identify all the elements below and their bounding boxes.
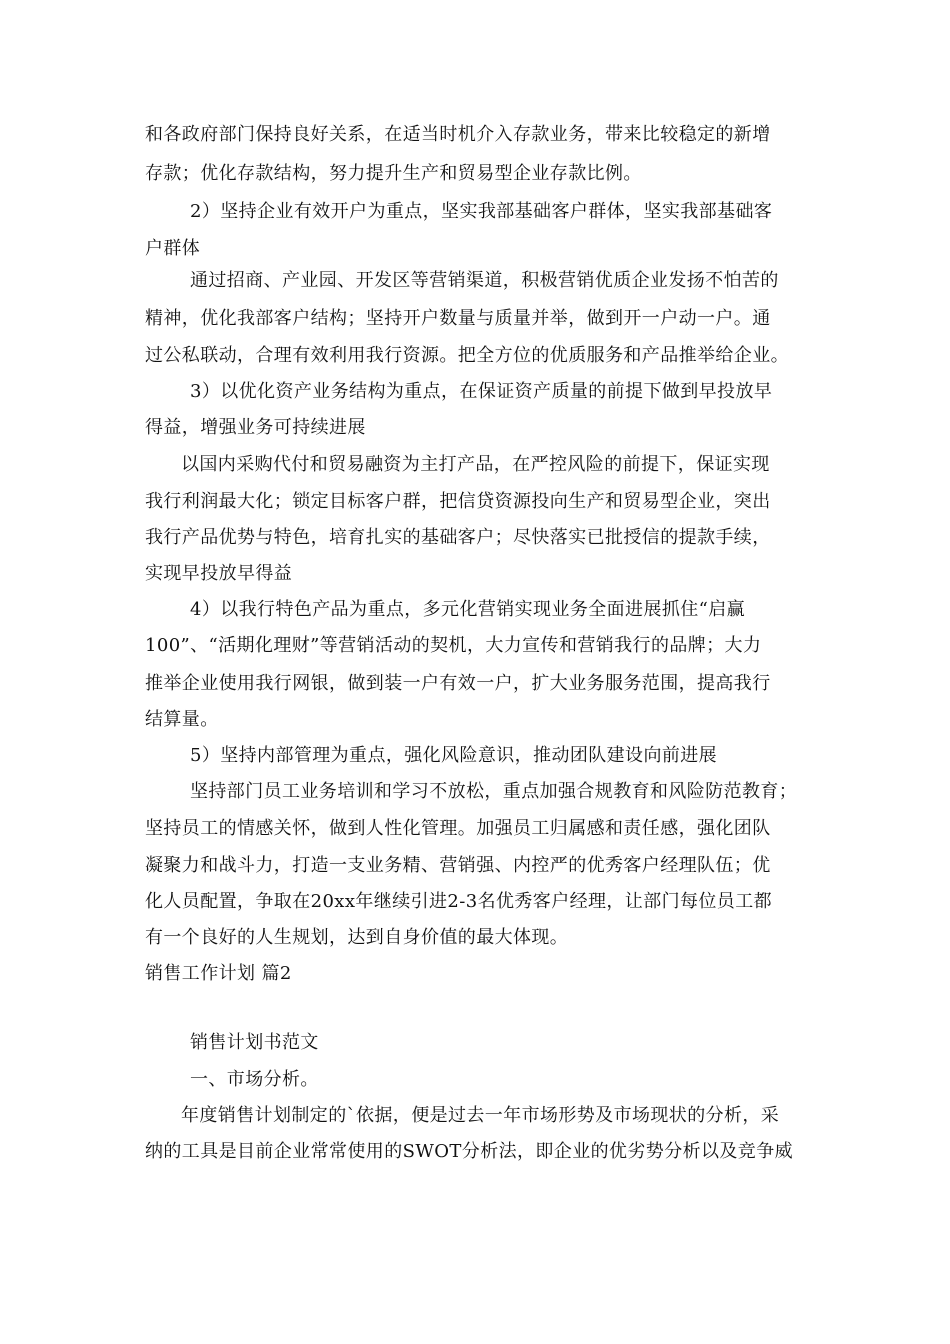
paragraph-line: 坚持部门员工业务培训和学习不放松，重点加强合规教育和风险防范教育； xyxy=(190,781,798,802)
section-title: 销售工作计划 篇2 xyxy=(145,963,292,984)
subsection-heading: 一、市场分析。 xyxy=(190,1069,319,1090)
item-5-heading: 5）坚持内部管理为重点，强化风险意识，推动团队建设向前进展 xyxy=(190,745,718,766)
paragraph-line: 和各政府部门保持良好关系，在适当时机介入存款业务，带来比较稳定的新增 xyxy=(145,124,771,145)
paragraph-line: 有一个良好的人生规划，达到自身价值的最大体现。 xyxy=(145,927,569,948)
paragraph-line: 通过招商、产业园、开发区等营销渠道，积极营销优质企业发扬不怕苦的 xyxy=(190,270,779,291)
paragraph-line: 精神，优化我部客户结构；坚持开户数量与质量并举，做到开一户动一户。通 xyxy=(145,308,771,329)
paragraph-line: 以国内采购代付和贸易融资为主打产品，在严控风险的前提下，保证实现 xyxy=(181,454,770,475)
paragraph-line: 纳的工具是目前企业常常使用的SWOT分析法，即企业的优劣势分析以及竞争威 xyxy=(145,1141,793,1162)
paragraph-line: 户群体 xyxy=(145,238,201,259)
paragraph-line: 年度销售计划制定的`依据，便是过去一年市场形势及市场现状的分析，采 xyxy=(181,1105,780,1126)
paragraph-line: 我行利润最大化；锁定目标客户群，把信贷资源投向生产和贸易型企业，突出 xyxy=(145,491,771,512)
paragraph-line: 坚持员工的情感关怀，做到人性化管理。加强员工归属感和责任感，强化团队 xyxy=(145,818,771,839)
item-3-heading: 3）以优化资产业务结构为重点，在保证资产质量的前提下做到早投放早 xyxy=(190,381,773,402)
paragraph-line: 结算量。 xyxy=(145,709,219,730)
paragraph-line: 我行产品优势与特色，培育扎实的基础客户；尽快落实已批授信的提款手续， xyxy=(145,527,771,548)
paragraph-line: 推举企业使用我行网银，做到装一户有效一户，扩大业务服务范围，提高我行 xyxy=(145,673,771,694)
paragraph-line: 过公私联动，合理有效利用我行资源。把全方位的优质服务和产品推举给企业。 xyxy=(145,345,789,366)
subsection-title: 销售计划书范文 xyxy=(190,1032,319,1053)
paragraph-line: 100”、“活期化理财”等营销活动的契机，大力宣传和营销我行的品牌；大力 xyxy=(145,635,762,656)
paragraph-line: 得益，增强业务可持续进展 xyxy=(145,417,366,438)
paragraph-line: 实现早投放早得益 xyxy=(145,563,293,584)
paragraph-line: 凝聚力和战斗力，打造一支业务精、营销强、内控严的优秀客户经理队伍；优 xyxy=(145,855,771,876)
paragraph-line: 化人员配置，争取在20xx年继续引进2-3名优秀客户经理，让部门每位员工都 xyxy=(145,891,772,912)
item-4-heading: 4）以我行特色产品为重点，多元化营销实现业务全面进展抓住“启赢 xyxy=(190,599,746,620)
item-2-heading: 2）坚持企业有效开户为重点，坚实我部基础客户群体，坚实我部基础客 xyxy=(190,201,773,222)
paragraph-line: 存款；优化存款结构，努力提升生产和贸易型企业存款比例。 xyxy=(145,163,642,184)
